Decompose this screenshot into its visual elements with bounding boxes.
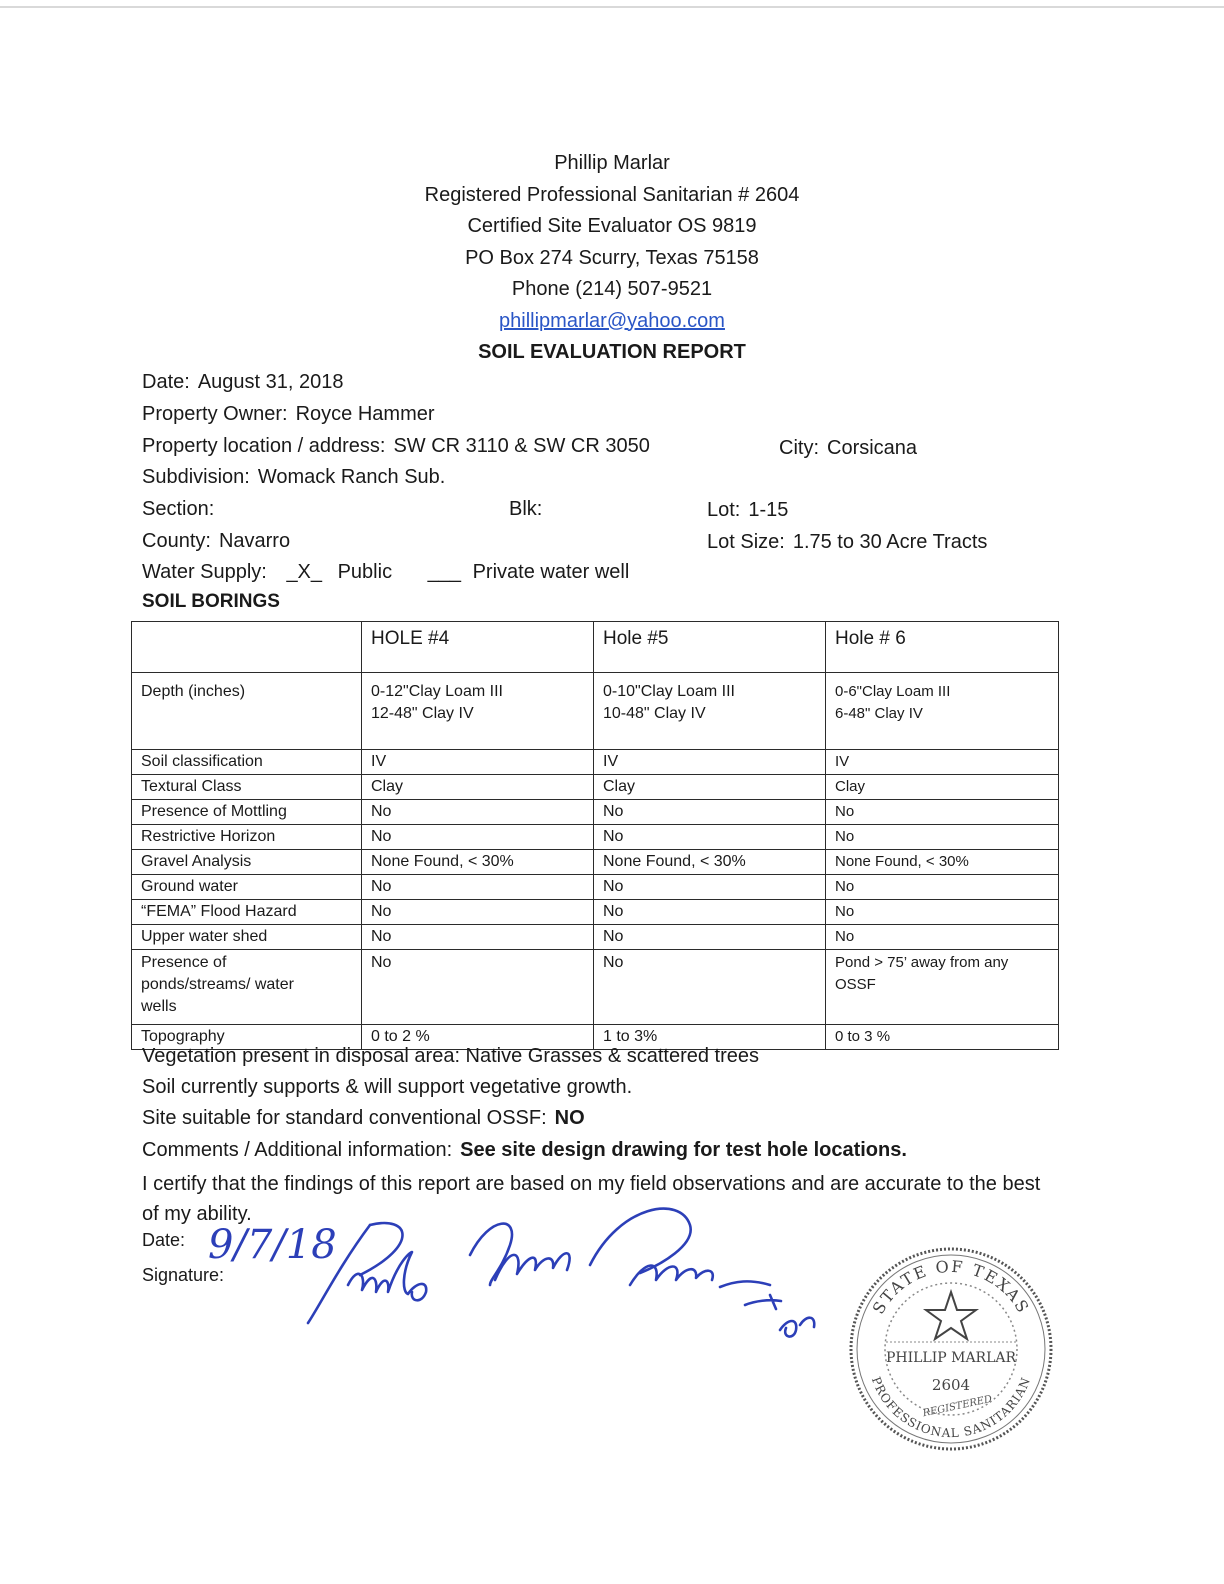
hole-5-cell: No [594, 950, 826, 1025]
private-checkmark: ___ [427, 561, 462, 583]
county-label: County: [142, 530, 211, 552]
hole-5-cell: No [594, 825, 826, 850]
hole-5-cell: No [594, 800, 826, 825]
public-option: Public [337, 561, 393, 583]
site-evaluator-credential: Certified Site Evaluator OS 9819 [467, 215, 757, 237]
report-date-label: Date: [142, 371, 190, 393]
letterhead [0, 148, 1224, 369]
hole-6-cell: No [826, 900, 1059, 925]
certification-statement: I certify that the findings of this report are based on my field observations and are accurate to the best of my ability. [142, 1173, 1041, 1225]
row-label-cell: Textural Class [132, 775, 362, 800]
hole-4-cell: No [362, 925, 594, 950]
table-row [132, 673, 1059, 750]
table-row [132, 875, 1059, 900]
comments-label: Comments / Additional information: [142, 1139, 453, 1161]
table-row [132, 800, 1059, 825]
hole-5-cell: No [594, 900, 826, 925]
lot [707, 499, 788, 522]
hole-6-cell: 0 to 3 % [826, 1025, 1059, 1050]
hole-5-cell: IV [594, 750, 826, 775]
comments-value: See site design drawing for test hole locations. [460, 1139, 907, 1161]
email-link[interactable]: phillipmarlar@yahoo.com [499, 309, 725, 332]
table-body [132, 622, 1059, 1050]
header-hole-4: HOLE #4 [362, 622, 594, 673]
soil-borings-title: SOIL BORINGS [142, 591, 280, 612]
water-supply-label: Water Supply: [142, 561, 267, 583]
row-label-cell: Upper water shed [132, 925, 362, 950]
lot-value: 1-15 [748, 499, 789, 521]
subdivision [142, 466, 445, 489]
hole-6-cell: 0-6"Clay Loam III 6-48" Clay IV [826, 673, 1059, 750]
handwritten-signature [300, 1205, 860, 1355]
table-row [132, 850, 1059, 875]
handwritten-date: 9/7/18 [208, 1222, 337, 1268]
table-row [132, 825, 1059, 850]
hole-5-cell: 0-10"Clay Loam III 10-48" Clay IV [594, 673, 826, 750]
hole-5-cell: No [594, 875, 826, 900]
row-label-cell: Presence of ponds/streams/ water wells [132, 950, 362, 1025]
property-location-label: Property location / address: [142, 435, 386, 457]
city-label: City: [779, 437, 819, 459]
county-value: Navarro [218, 530, 291, 552]
subdivision-label: Subdivision: [142, 466, 250, 488]
seal-bottom-text: PROFESSIONAL SANITARIAN [868, 1374, 1034, 1441]
report-date [142, 371, 344, 394]
registered-sanitarian-seal [846, 1244, 1056, 1454]
property-owner-label: Property Owner: [142, 403, 288, 425]
sanitarian-credential: Registered Professional Sanitarian # 2604 [424, 183, 800, 206]
table-row [132, 925, 1059, 950]
lot-label: Lot: [707, 499, 741, 521]
hole-4-cell: No [362, 825, 594, 850]
row-label-cell: Soil classification [132, 750, 362, 775]
table-row [132, 775, 1059, 800]
hole-5-cell: No [594, 925, 826, 950]
hole-4-cell: No [362, 900, 594, 925]
hole-6-cell: None Found, < 30% [826, 850, 1059, 875]
signature-label: Signature: [142, 1265, 225, 1285]
row-label-cell: Topography [132, 1025, 362, 1050]
seal-top-text: STATE OF TEXAS [868, 1256, 1034, 1318]
comments [142, 1139, 907, 1162]
table-row [132, 950, 1059, 1025]
soil-support-line: Soil currently supports & will support vegetative growth. [142, 1076, 633, 1098]
property-location [142, 435, 650, 458]
table-row [132, 750, 1059, 775]
hole-6-cell: Clay [826, 775, 1059, 800]
lot-size-value: 1.75 to 30 Acre Tracts [792, 531, 988, 553]
city [779, 437, 917, 460]
header-hole-5: Hole #5 [594, 622, 826, 673]
table-header-row [132, 622, 1059, 673]
hole-6-cell: No [826, 925, 1059, 950]
section-label: Section: [142, 498, 215, 520]
seal-name: PHILLIP MARLAR [885, 1350, 1017, 1366]
property-owner [142, 403, 435, 426]
row-label-cell: “FEMA” Flood Hazard [132, 900, 362, 925]
blk-label: Blk: [509, 498, 543, 520]
hole-4-cell: No [362, 950, 594, 1025]
hole-4-cell: Clay [362, 775, 594, 800]
row-label-cell: Ground water [132, 875, 362, 900]
table-row [132, 900, 1059, 925]
hole-5-cell: None Found, < 30% [594, 850, 826, 875]
hole-4-cell: None Found, < 30% [362, 850, 594, 875]
soil-borings-table [131, 621, 1059, 1050]
report-date-value: August 31, 2018 [197, 371, 344, 393]
signed-date-label: Date: [142, 1230, 186, 1250]
public-checkmark: _X_ [286, 561, 323, 583]
mailing-address: PO Box 274 Scurry, Texas 75158 [465, 246, 759, 269]
property-location-value: SW CR 3110 & SW CR 3050 [393, 435, 650, 457]
private-option: Private water well [472, 561, 630, 583]
seal-registered: REGISTERED [921, 1393, 994, 1420]
row-label-cell: Presence of Mottling [132, 800, 362, 825]
hole-6-cell: No [826, 825, 1059, 850]
phone-number: Phone (214) 507-9521 [511, 278, 713, 300]
row-label-cell: Restrictive Horizon [132, 825, 362, 850]
hole-6-cell: No [826, 800, 1059, 825]
hole-4-cell: No [362, 800, 594, 825]
vegetation-line: Vegetation present in disposal area: Native Grasses & scattered trees [142, 1045, 760, 1067]
county [142, 530, 290, 553]
property-owner-value: Royce Hammer [295, 403, 435, 425]
row-label-cell: Gravel Analysis [132, 850, 362, 875]
hole-4-cell: IV [362, 750, 594, 775]
site-suitable-label: Site suitable for standard conventional OSSF: [142, 1107, 547, 1129]
row-label-cell: Depth (inches) [132, 673, 362, 750]
header-hole-6: Hole # 6 [826, 622, 1059, 673]
lot-size [707, 531, 987, 554]
site-suitable-value: NO [554, 1107, 585, 1129]
star-icon [926, 1292, 976, 1339]
city-value: Corsicana [827, 437, 918, 459]
hole-4-cell: 0 to 2 % [362, 1025, 594, 1050]
site-suitable [142, 1107, 585, 1130]
water-supply [142, 561, 629, 584]
hole-4-cell: 0-12"Clay Loam III 12-48" Clay IV [362, 673, 594, 750]
seal-number: 2604 [931, 1376, 971, 1394]
hole-5-cell: Clay [594, 775, 826, 800]
header-cell-empty [132, 622, 362, 673]
hole-5-cell: 1 to 3% [594, 1025, 826, 1050]
report-title: SOIL EVALUATION REPORT [478, 341, 746, 363]
hole-6-cell: No [826, 875, 1059, 900]
hole-4-cell: No [362, 875, 594, 900]
hole-6-cell: IV [826, 750, 1059, 775]
lot-size-label: Lot Size: [707, 531, 785, 553]
subdivision-value: Womack Ranch Sub. [257, 466, 446, 488]
evaluator-name: Phillip Marlar [554, 152, 670, 174]
hole-6-cell: Pond > 75’ away from any OSSF [826, 950, 1059, 1025]
scan-edge-line [0, 6, 1224, 8]
